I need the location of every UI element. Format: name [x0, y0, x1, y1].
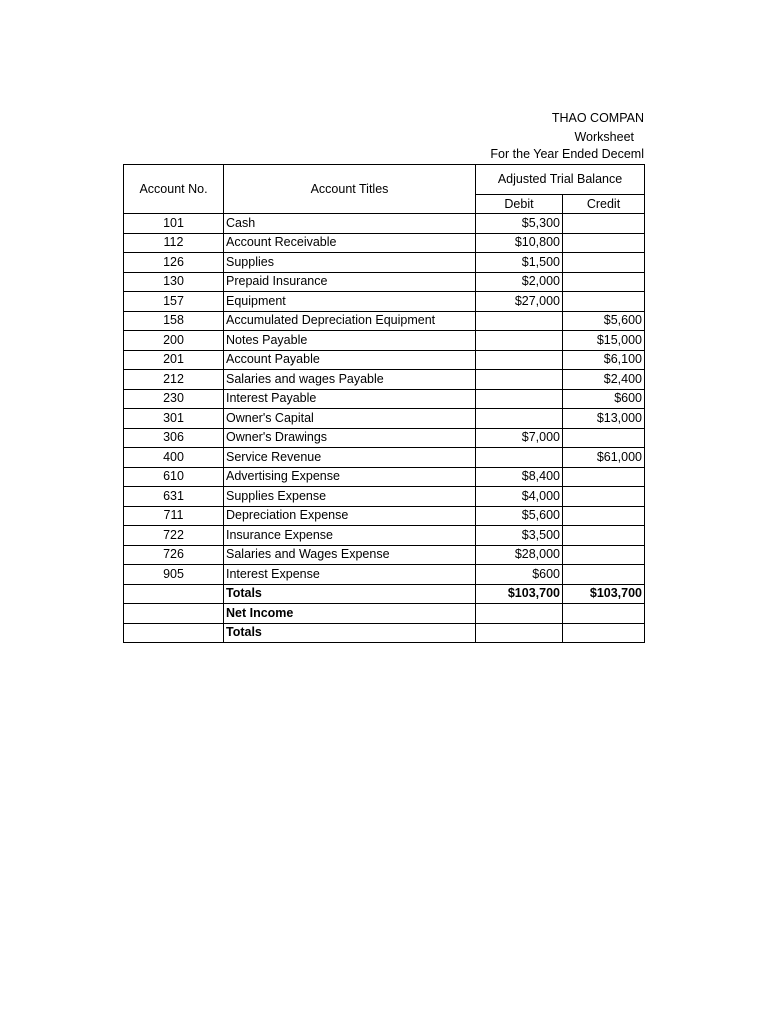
- debit-amount: [476, 604, 563, 624]
- account-title: Net Income: [224, 604, 476, 624]
- table-row: [124, 370, 645, 390]
- credit-amount: [563, 565, 645, 585]
- table-row: [124, 623, 645, 643]
- totals-rows: [124, 584, 645, 643]
- account-number: 201: [124, 350, 224, 370]
- debit-amount: $3,500: [476, 526, 563, 546]
- table-row: [124, 272, 645, 292]
- credit-amount: $13,000: [563, 409, 645, 429]
- table-row: [124, 526, 645, 546]
- account-number: 400: [124, 448, 224, 468]
- credit-amount: [563, 272, 645, 292]
- table-row: [124, 350, 645, 370]
- account-number: 158: [124, 311, 224, 331]
- debit-amount: $4,000: [476, 487, 563, 507]
- account-rows: [124, 214, 645, 585]
- credit-amount: $103,700: [563, 584, 645, 604]
- account-title: Interest Expense: [224, 565, 476, 585]
- debit-amount: $1,500: [476, 253, 563, 273]
- credit-amount: [563, 506, 645, 526]
- account-title: Equipment: [224, 292, 476, 312]
- account-number: 301: [124, 409, 224, 429]
- credit-amount: $61,000: [563, 448, 645, 468]
- table-row: [124, 428, 645, 448]
- period-line: For the Year Ended Deceml: [490, 147, 644, 161]
- credit-amount: [563, 526, 645, 546]
- account-number: 157: [124, 292, 224, 312]
- credit-amount: $5,600: [563, 311, 645, 331]
- debit-amount: [476, 389, 563, 409]
- account-number: 212: [124, 370, 224, 390]
- account-number: 610: [124, 467, 224, 487]
- debit-amount: [476, 409, 563, 429]
- credit-amount: $15,000: [563, 331, 645, 351]
- credit-amount: [563, 623, 645, 643]
- debit-amount: [476, 311, 563, 331]
- account-number: 306: [124, 428, 224, 448]
- credit-amount: [563, 545, 645, 565]
- account-number: 726: [124, 545, 224, 565]
- table-row: [124, 448, 645, 468]
- credit-amount: [563, 467, 645, 487]
- header-adjusted-trial-balance: Adjusted Trial Balance: [476, 165, 645, 195]
- credit-amount: [563, 214, 645, 234]
- debit-amount: $8,400: [476, 467, 563, 487]
- account-title: Owner's Drawings: [224, 428, 476, 448]
- table-row: [124, 584, 645, 604]
- account-number: 126: [124, 253, 224, 273]
- table-row: [124, 389, 645, 409]
- table-row: [124, 331, 645, 351]
- credit-amount: [563, 487, 645, 507]
- account-title: Insurance Expense: [224, 526, 476, 546]
- account-title: Salaries and wages Payable: [224, 370, 476, 390]
- table-row: [124, 545, 645, 565]
- table-row: [124, 253, 645, 273]
- debit-amount: [476, 331, 563, 351]
- account-number: 722: [124, 526, 224, 546]
- table-row: [124, 565, 645, 585]
- header-debit: Debit: [476, 195, 563, 214]
- document-title: Worksheet: [574, 130, 634, 144]
- account-title: Account Payable: [224, 350, 476, 370]
- account-number: 905: [124, 565, 224, 585]
- account-number: 230: [124, 389, 224, 409]
- table-row: [124, 467, 645, 487]
- debit-amount: [476, 350, 563, 370]
- header-account-titles: Account Titles: [224, 165, 476, 214]
- credit-amount: [563, 253, 645, 273]
- account-title: Depreciation Expense: [224, 506, 476, 526]
- account-number: 112: [124, 233, 224, 253]
- account-title: Notes Payable: [224, 331, 476, 351]
- credit-amount: $600: [563, 389, 645, 409]
- credit-amount: [563, 428, 645, 448]
- account-title: Accumulated Depreciation Equipment: [224, 311, 476, 331]
- table-row: [124, 214, 645, 234]
- account-title: Service Revenue: [224, 448, 476, 468]
- credit-amount: [563, 233, 645, 253]
- debit-amount: $5,600: [476, 506, 563, 526]
- credit-amount: [563, 604, 645, 624]
- credit-amount: $6,100: [563, 350, 645, 370]
- debit-amount: $27,000: [476, 292, 563, 312]
- table-row: [124, 292, 645, 312]
- header-credit: Credit: [563, 195, 645, 214]
- account-title: Owner's Capital: [224, 409, 476, 429]
- table-row: [124, 311, 645, 331]
- debit-amount: $103,700: [476, 584, 563, 604]
- table-row: [124, 233, 645, 253]
- debit-amount: [476, 623, 563, 643]
- company-name: THAO COMPAN: [551, 111, 644, 125]
- debit-amount: $2,000: [476, 272, 563, 292]
- credit-amount: $2,400: [563, 370, 645, 390]
- table-row: [124, 409, 645, 429]
- account-number: 711: [124, 506, 224, 526]
- account-title: Advertising Expense: [224, 467, 476, 487]
- account-title: Account Receivable: [224, 233, 476, 253]
- debit-amount: [476, 448, 563, 468]
- account-title: Cash: [224, 214, 476, 234]
- account-title: Prepaid Insurance: [224, 272, 476, 292]
- table-row: [124, 604, 645, 624]
- account-title: Supplies Expense: [224, 487, 476, 507]
- debit-amount: $5,300: [476, 214, 563, 234]
- account-title: Salaries and Wages Expense: [224, 545, 476, 565]
- account-number: 101: [124, 214, 224, 234]
- debit-amount: $28,000: [476, 545, 563, 565]
- table-row: [124, 506, 645, 526]
- account-title: Totals: [224, 623, 476, 643]
- table-row: [124, 487, 645, 507]
- account-number: 130: [124, 272, 224, 292]
- header-account-no: Account No.: [124, 165, 224, 214]
- account-number: 631: [124, 487, 224, 507]
- account-title: Interest Payable: [224, 389, 476, 409]
- debit-amount: [476, 370, 563, 390]
- account-number: [124, 604, 224, 624]
- credit-amount: [563, 292, 645, 312]
- account-number: [124, 584, 224, 604]
- account-number: [124, 623, 224, 643]
- worksheet-table: [123, 164, 645, 643]
- debit-amount: $7,000: [476, 428, 563, 448]
- debit-amount: $600: [476, 565, 563, 585]
- account-number: 200: [124, 331, 224, 351]
- account-title: Supplies: [224, 253, 476, 273]
- account-title: Totals: [224, 584, 476, 604]
- debit-amount: $10,800: [476, 233, 563, 253]
